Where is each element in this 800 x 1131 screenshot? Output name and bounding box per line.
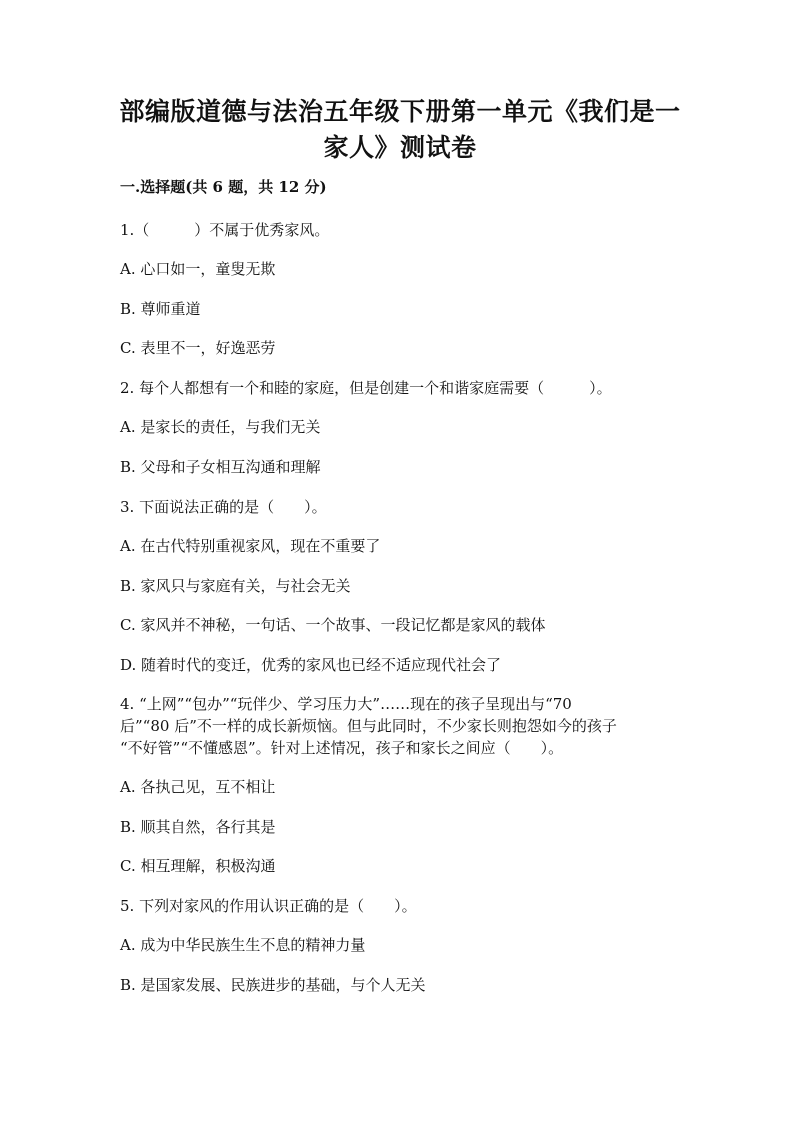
section-heading: 一.选择题(共 6 题，共 12 分) (120, 178, 327, 196)
question-1-option-a: A. 心口如一，童叟无欺 (120, 260, 276, 278)
question-4-stem-line-3: “不好管”“不懂感恩”。针对上述情况，孩子和家长之间应（ ）。 (120, 739, 564, 757)
page-title (100, 94, 700, 166)
question-4-stem-line-1: 4. “上网”“包办”“玩伴少、学习压力大”……现在的孩子呈现出与“70 (120, 695, 572, 713)
question-1-option-c: C. 表里不一，好逸恶劳 (120, 339, 276, 357)
question-2-option-b: B. 父母和子女相互沟通和理解 (120, 458, 321, 476)
question-3-option-b: B. 家风只与家庭有关，与社会无关 (120, 577, 351, 595)
question-2-option-a: A. 是家长的责任，与我们无关 (120, 418, 321, 436)
question-4-option-b: B. 顺其自然，各行其是 (120, 818, 276, 836)
question-4-option-a: A. 各执己见，互不相让 (120, 778, 276, 796)
question-4-option-c: C. 相互理解，积极沟通 (120, 857, 276, 875)
question-3-option-c: C. 家风并不神秘，一句话、一个故事、一段记忆都是家风的载体 (120, 616, 546, 634)
title-line-1: 部编版道德与法治五年级下册第一单元《我们是一 (119, 97, 681, 126)
title-line-2: 家人》测试卷 (323, 133, 477, 162)
question-2-stem: 2. 每个人都想有一个和睦的家庭，但是创建一个和谐家庭需要（ ）。 (120, 379, 612, 397)
question-5-option-a: A. 成为中华民族生生不息的精神力量 (120, 936, 366, 954)
question-3-option-a: A. 在古代特别重视家风，现在不重要了 (120, 537, 381, 555)
question-5-stem: 5. 下列对家风的作用认识正确的是（ ）。 (120, 897, 417, 915)
question-4-stem-line-2: 后”“80 后”不一样的成长新烦恼。但与此同时，不少家长则抱怨如今的孩子 (120, 717, 617, 735)
question-1-stem: 1.（ ）不属于优秀家风。 (120, 221, 330, 239)
question-3-option-d: D. 随着时代的变迁，优秀的家风也已经不适应现代社会了 (120, 656, 502, 674)
question-1-option-b: B. 尊师重道 (120, 300, 201, 318)
question-3-stem: 3. 下面说法正确的是（ ）。 (120, 498, 327, 516)
question-5-option-b: B. 是国家发展、民族进步的基础，与个人无关 (120, 976, 426, 994)
